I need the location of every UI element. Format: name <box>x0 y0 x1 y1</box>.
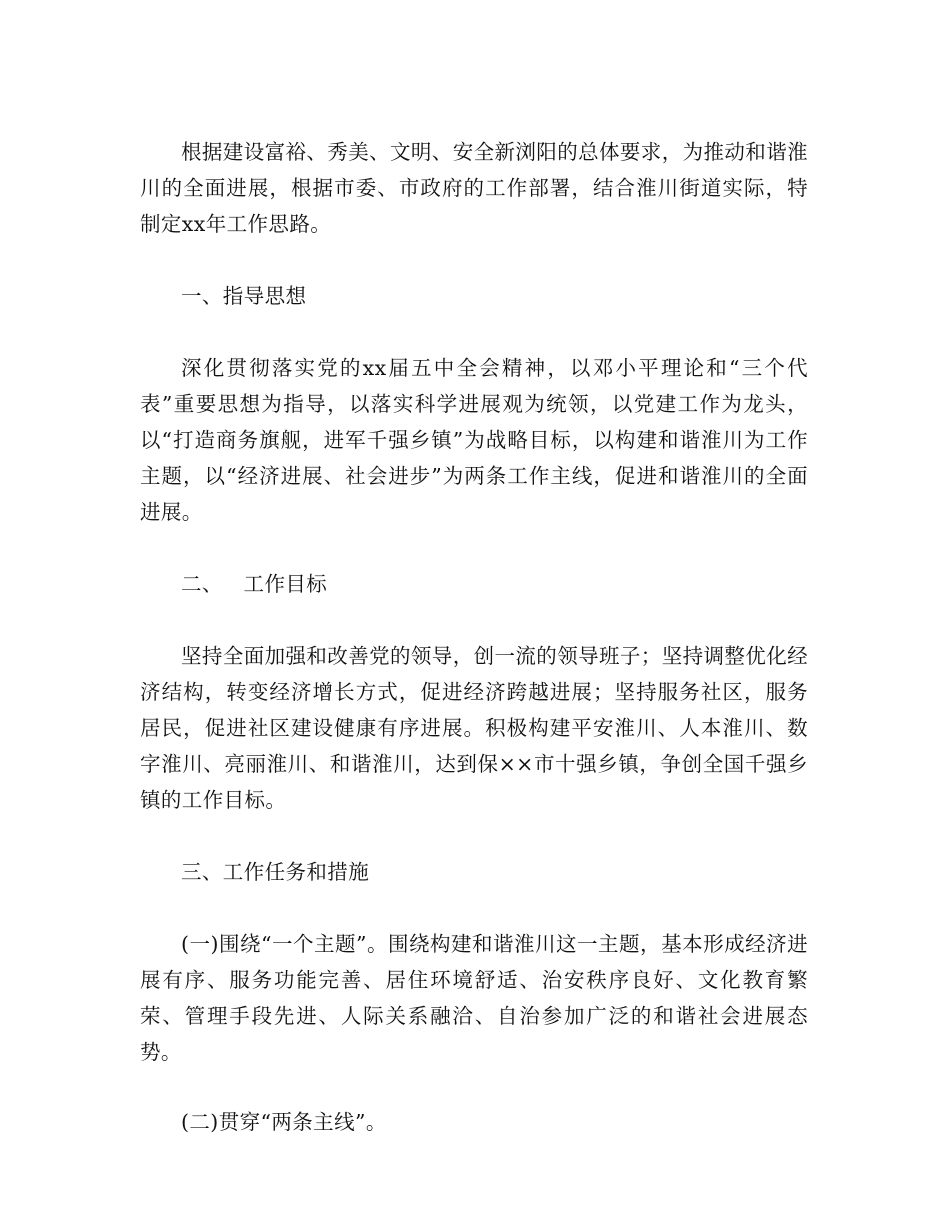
intro-paragraph: 根据建设富裕、秀美、文明、安全新浏阳的总体要求，为推动和谐淮川的全面进展，根据市委、市政府的工作部署，结合淮川街道实际，特制定xx年工作思路。 <box>140 140 808 236</box>
guiding-ideology-paragraph: 深化贯彻落实党的xx届五中全会精神，以邓小平理论和“三个代表”重要思想为指导，以落实科学进展观为统领，以党建工作为龙头，以“打造商务旗舰，进军千强乡镇”为战略目标，以构建和谐淮川为工作主题，以“经济进展、社会进步”为两条工作主线，促进和谐淮川的全面进展。 <box>140 356 808 524</box>
work-goals-paragraph: 坚持全面加强和改善党的领导，创一流的领导班子；坚持调整优化经济结构，转变经济增长方式，促进经济跨越进展；坚持服务社区，服务居民，促进社区建设健康有序进展。积极构建平安淮川、人本淮川、数字淮川、亮丽淮川、和谐淮川，达到保××市十强乡镇，争创全国千强乡镇的工作目标。 <box>140 644 808 812</box>
document-body <box>140 134 808 1140</box>
section-heading-guiding-ideology: 一、指导思想 <box>181 284 307 308</box>
one-theme-paragraph: (一)围绕“一个主题”。围绕构建和谐淮川这一主题，基本形成经济进展有序、服务功能完善、居住环境舒适、治安秩序良好、文化教育繁荣、管理手段先进、人际关系融洽、自治参加广泛的和谐社会进展态势。 <box>140 932 808 1064</box>
two-mainlines-paragraph: (二)贯穿“两条主线”。 <box>181 1110 387 1134</box>
section-heading-work-goals: 二、 工作目标 <box>181 572 328 596</box>
section-heading-tasks-measures: 三、工作任务和措施 <box>181 860 370 884</box>
